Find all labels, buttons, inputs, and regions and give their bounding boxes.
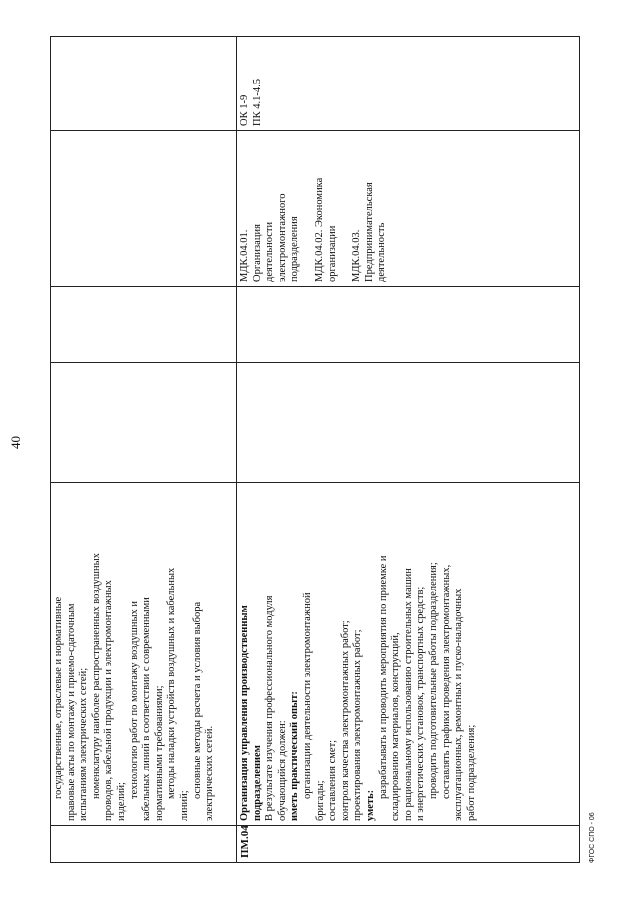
skill-line: работ подразделения; [465,724,477,821]
intro-line: В результате изучения профессионального модуля [264,595,276,821]
course-line: МДК.04.03. [351,229,363,282]
skill-line: разрабатывать и проводить мероприятия по приемке и [377,555,389,799]
cell-empty [51,363,237,483]
text-line: методы наладки устройств воздушных и кабельных [166,567,178,799]
cell-empty [237,363,580,483]
experience-label: иметь практический опыт: [289,691,301,821]
cell-module-description [237,483,580,826]
experience-line: организации деятельности электромонтажной [301,592,313,799]
course-line: Организация [251,224,263,282]
text-line: кабельных линий в соответствии с современными [141,597,153,821]
text-line: проводов, кабельной продукции и электромонтажных [103,580,115,821]
standard-label: ФГОС СПО - 06 [589,812,596,863]
cell-empty [237,287,580,363]
course-line: деятельности [264,221,276,282]
course-line: Предпринимательская [363,182,375,282]
experience-line: проектирования электромонтажных работ; [352,629,364,821]
table-row-continuation [51,37,237,863]
text-line: линий; [178,790,190,821]
text-line: номенклатуру наиболее распространенных воздушных [90,553,102,799]
skill-line: складированию материалов, конструкций, [390,632,402,821]
competency-line: ПК 4.1-4.5 [251,79,263,126]
skill-line: по рациональному использованию строительных машин [402,568,414,821]
cell-code-empty [51,826,237,863]
cell-empty [51,287,237,363]
skills-label: уметь: [364,789,376,821]
rotated-page-content [8,37,596,863]
text-line: правовые акты по монтажу и приемо-сдаточным [65,603,77,821]
text-line: основные методы расчета и условия выбора [191,601,203,799]
skill-line: и энергетических установок, транспортных средств; [415,586,427,821]
text-line: испытаниям электрических сетей; [78,667,90,821]
course-line: электромонтажного [276,193,288,282]
text-line: электрических сетей. [204,725,216,821]
course-line: организации [326,225,338,282]
cell-competencies [237,37,580,131]
cell-courses [237,131,580,287]
cell-module-code [237,826,580,863]
cell-empty [51,131,237,287]
module-title-line: подразделением [251,745,263,821]
experience-line: бригады; [314,780,326,821]
curriculum-table [50,36,580,863]
experience-line: контроля качества электромонтажных работ; [339,620,351,821]
module-title-line: Организация управления производственным [239,605,250,821]
text-line: государственные, отраслевые и нормативные [53,596,64,799]
skill-line: проводить подготовительные работы подразделения; [427,562,439,799]
intro-line: обучающийся должен: [276,720,288,821]
cell-knowledge-continuation [51,483,237,826]
cell-empty [51,37,237,131]
text-line: нормативными требованиями; [153,685,165,821]
text-line: технологию работ по монтажу воздушных и [128,600,140,799]
page-number: 40 [8,436,23,449]
table-row-pm04 [237,37,580,863]
course-line: МДК.04.02. Экономика [313,177,325,282]
skill-line: эксплуатационных, ремонтных и пуско-наладочных [453,588,465,821]
skill-line: составлять графики проведения электромонтажных, [440,564,452,799]
experience-line: составления смет; [327,739,339,821]
course-line: деятельность [376,222,388,282]
course-line: МДК.04.01. [239,229,250,282]
module-code: ПМ.04 [239,825,251,858]
course-line: подразделения [289,216,301,282]
text-line: изделий; [115,782,127,821]
competency-line: ОК 1-9 [239,94,250,126]
